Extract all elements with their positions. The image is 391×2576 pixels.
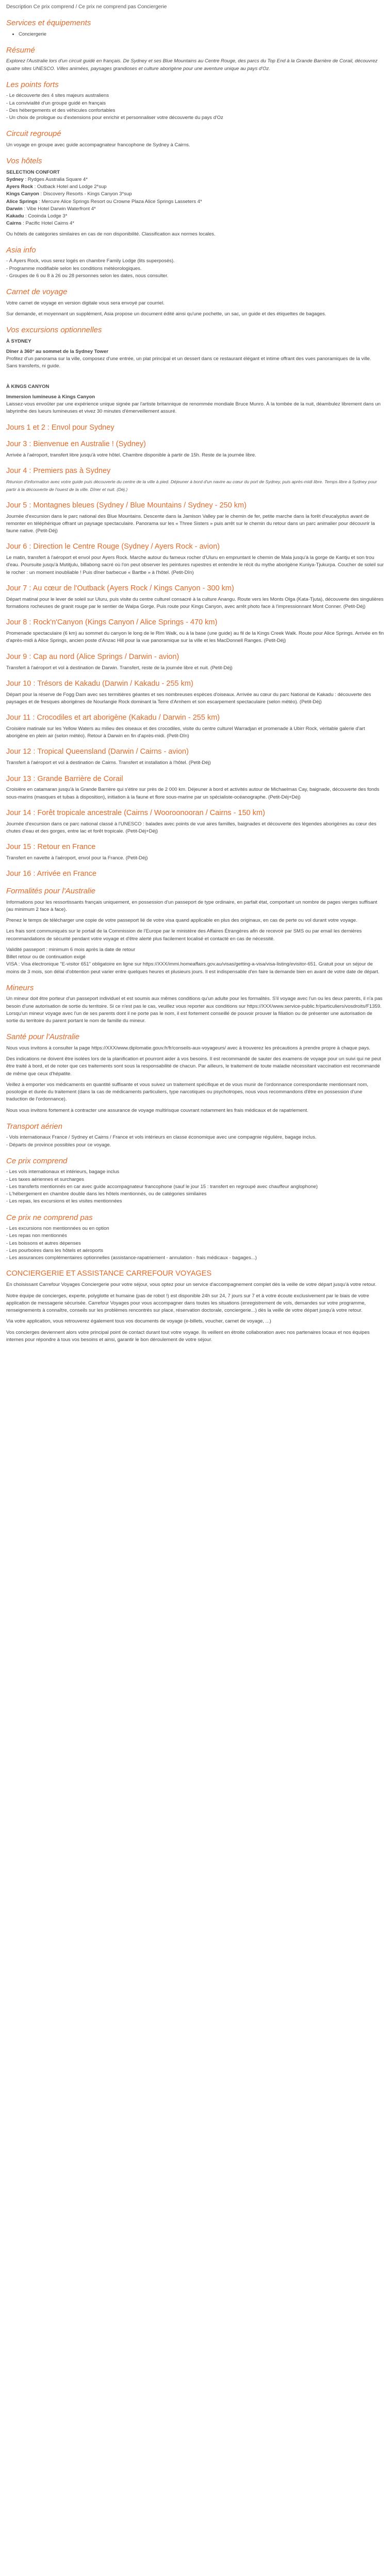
formalites-p5: Billet retour ou de continuation exigé (6, 954, 86, 960)
hotel-item: Kings Canyon : Discovery Resorts - Kings Canyon 3*sup (6, 191, 132, 197)
resume-title: Résumé (6, 45, 35, 55)
day-6-title: Jour 6 : Direction le Centre Rouge (Sydney / Ayers Rock - avion) (6, 543, 220, 551)
services-title: Services et équipements (6, 19, 91, 27)
hotel-item: Kakadu : Cooinda Lodge 3* (6, 213, 68, 219)
pasprix-item: - Les assurances complémentaires optionnelles (assistance-rapatriement - annulation - frais médicaux - bagages...) (6, 1255, 257, 1261)
pasprix-item: - Les pourboires dans les hôtels et aéroports (6, 1247, 103, 1253)
day-11-title: Jour 11 : Crocodiles et art aborigène (Kakadu / Darwin - 255 km) (6, 714, 220, 722)
carnet-text-1: Votre carnet de voyage en version digitale vous sera envoyé par courriel. (6, 300, 165, 306)
formalites-p3: Les frais sont communiqués sur le portail de la Commission de l'Europe par le ministère des Affaires Étrangères afin de recevoir par SMS ou par email les dernières recommandations de sécurité pendant votre voyage et d'être alerté plus facilement localisé et contacté en cas de nécessité. (6, 928, 362, 942)
day-15-title: Jour 15 : Retour en France (6, 843, 96, 852)
sante-p3: Veillez à emporter vos médicaments en quantité suffisante et vous suivez un traitement spécifique et de vous munir de l'ordonnance correspondante mentionnant nom, posologie et durée du traitement (dans la cas de médicaments particuliers, type narcotiques ou psychotropes, nous vous recommandons d'être en possession d'une traduction de l'ordonnance). (6, 1081, 368, 1103)
excursions-title: Vos excursions optionnelles (6, 326, 102, 334)
asia-title: Asia info (6, 245, 36, 255)
asia-item: - À Ayers Rock, vous serez logés en chambre Family Lodge (lits superposés). (6, 258, 175, 264)
day-14-title: Jour 14 : Forêt tropicale ancestrale (Cairns / Wooroonooran / Cairns - 150 km) (6, 808, 265, 817)
hotel-item: Ayers Rock : Outback Hotel and Lodge 2*sup (6, 184, 107, 190)
prix-item: - L'hébergement en chambre double dans les hôtels mentionnés, ou de catégories similaires (6, 1191, 207, 1197)
forts-list (6, 92, 385, 122)
day-1-title: Jours 1 et 2 : Envol pour Sydney (6, 423, 115, 432)
hotels-title: Vos hôtels (6, 157, 42, 165)
carnet-title: Carnet de voyage (6, 287, 68, 296)
pasprix-list (6, 1225, 385, 1262)
excursion-dinner-note: Sans transferts, ni guide. (6, 363, 61, 369)
prix-item: - Les repas, les excursions et les visites mentionnées (6, 1198, 122, 1205)
day-16-title: Jour 16 : Arrivée en France (6, 870, 96, 878)
hotel-item: Sydney : Rydges Australia Square 4* (6, 176, 88, 182)
excursion-kings-label: À KINGS CANYON (6, 383, 50, 389)
day-11-text: Croisière matinale sur les Yellow Waters au milieu des oiseaux et des crocodiles, visite du centre culturel Warradjan et promenade à Ubirr Rock, véritable galerie d'art aborigène en plein air (selon météo). Retour à Darwin en fin d'après-midi. (Petit-Dîn) (6, 725, 365, 739)
forts-item: - Un choix de prologue ou d'extensions pour enrichir et personnaliser votre découverte du pays d'Oz (6, 115, 223, 121)
forts-title: Les points forts (6, 80, 59, 89)
day-12-text: Transfert à l'aéroport et vol à destination de Cairns. Transfert et installation à l'hôtel. (Petit-Déj) (6, 760, 211, 766)
service-item: • Conciergerie (19, 31, 385, 38)
hotel-item: Alice Springs : Mercure Alice Springs Resort ou Crowne Plaza Alice Springs Lasseters 4* (6, 198, 202, 205)
day-3-text: Arrivée à l'aéroport, transfert libre jusqu'à votre hôtel. Chambre disponible à partir de 15h. Reste de la journée libre. (6, 452, 256, 459)
day-9-title: Jour 9 : Cap au nord (Alice Springs / Darwin - avion) (6, 652, 180, 661)
services-list (6, 31, 385, 38)
sante-p4: Nous vous invitons fortement à contracter une assurance de voyage multirisque couvrant notamment les frais médicaux et de rapatriement. (6, 1107, 308, 1113)
day-8-text: Promenade spectaculaire (6 km) au sommet du canyon le long de le Rim Walk, ou à la base (une guide) au fil de la Kings Creek Walk. Route pour Alice Springs. Arrivée en fin d'après-midi à Alice Springs, ancien poste d'Anzac Hill pour la vue panoramique sur la ville et les MacDonnell Ranges. (Petit-Déj) (6, 631, 384, 644)
sante-p2: Des indications ne doivent être isolées lors de la planification et pourront aider à vos besoins. Il est recommandé de sauter des examens de voyage pour un suivi qui ne peut être traité à bord, et de noter que ces traitements sont sous la responsabilité de chacun. Par ailleurs, le traitement de toute maladie nécessitant vaccination est recommandé de même que ceux d'hépatite. (6, 1056, 381, 1077)
excursion-dinner-text: Profitez d'un panorama sur la ville, composez d'une entrée, un plat principal et un dessert dans ce restaurant élégant et intime offrant des vues panoramiques de la ville. (6, 356, 371, 362)
transport-title: Transport aérien (6, 1122, 62, 1131)
excursion-sydney-label: À SYDNEY (6, 338, 31, 344)
day-4-text: Réunion d'information avec votre guide puis découverte du centre de la ville à pied. Déjeuner à bord d'un navire au cœur du port de Sydney, puis après-midi libre. Temps libre à Sydney pour partir à la découverte de l'ouest de la ville. Dîner et nuit. (Déj.) (6, 479, 377, 492)
conciergerie-p1: En choisissant Carrefour Voyages Conciergerie pour votre séjour, vous optez pour un service d'accompagnement complet dès la veille de votre départ jusqu'à votre retour. (6, 1282, 377, 1288)
formalites-p6: VISA : Visa électronique "E-visitor 651" obligatoire en ligne sur https://XXX/immi.homeaffairs.gov.au/visas/getting-a-visa/visa-listing/evisitor-651. Gratuit pour un séjour de moins de 3 mois, son délai d'obtention peut varier entre quelques heures et plusieurs jours. Il est indispensable d'en faire la demande bien en avant de votre date de départ. (6, 961, 380, 975)
pasprix-item: - Les excursions non mentionnées ou en option (6, 1226, 109, 1232)
conciergerie-p2: Notre équipe de concierges, experte, polyglotte et humaine (pas de robot !) est disponible 24h sur 24, 7 jours sur 7 et à votre écoute exclusivement par le biais de votre application de messagerie sécurisée. Carrefour Voyages pour vous accompagner dans toutes les situations (enregistrement de vols, demandes sur votre programme, renseignements à connaître, conseils sur les problèmes rencontrés sur place, réservation doctorale, conciergerie...) dès la veille de votre départ jusqu'à votre retour. (6, 1293, 369, 1313)
prix-item: - Les vols internationaux et intérieurs, bagage inclus (6, 1169, 120, 1175)
hotels-note: Ou hôtels de catégories similaires en cas de non disponibilité. Classification aux normes locales. (6, 231, 216, 237)
prix-list (6, 1168, 385, 1205)
day-15-text: Transfert en navette à l'aéroport, envol pour la France. (Petit-Déj) (6, 855, 148, 861)
carnet-text-2: Sur demande, et moyennant un supplément, Asia propose un document édité ainsi qu'une pochette, un sac, un guide et des étiquettes de bagages. (6, 311, 327, 317)
prix-item: - Les transferts mentionnés en car avec guide accompagnateur francophone (sauf le jour 15 : transfert en regroupé avec chauffeur anglophone) (6, 1183, 318, 1190)
mineurs-title: Mineurs (6, 983, 34, 992)
day-5-title: Jour 5 : Montagnes bleues (Sydney / Blue Mountains / Sydney - 250 km) (6, 501, 247, 510)
transport-item: - Départs de province possibles pour ce voyage. (6, 1142, 111, 1148)
transport-item: - Vols internationaux France / Sydney et Cairns / France et vols intérieurs en classe économique avec une compagnie régulière, bagage inclus. (6, 1134, 317, 1141)
circuit-text: Un voyage en groupe avec guide accompagnateur francophone de Sydney à Cairns. (6, 142, 190, 148)
day-10-title: Jour 10 : Trésors de Kakadu (Darwin / Kakadu - 255 km) (6, 679, 193, 688)
formalites-p4: Validité passeport : minimum 6 mois après la date de retour (6, 946, 136, 953)
conciergerie-title: CONCIERGERIE ET ASSISTANCE CARREFOUR VOYAGES (6, 1269, 212, 1278)
day-5-text: Journée d'excursion dans le parc national des Blue Mountains. Descente dans la Jamison Valley par le chemin de fer, petite marche dans la forêt d'eucalyptus avant de remonter en téléphérique offrant un paysage spectaculaire. Panorama sur les « Three Sisters » puis arrêt sur le chemin du retour dans un parc animalier pour découvrir la faune native. (Petit-Déj) (6, 513, 375, 534)
day-13-title: Jour 13 : Grande Barrière de Corail (6, 774, 123, 783)
day-7-text: Départ matinal pour le lever de soleil sur Uluru, puis visite du centre culturel consacré à la culture Anangu. Route vers les Monts Olga (Kata-Tjuta), découverte des singulières formations rocheuses de granit rouge par le sentier de Walpa Gorge. Puis route pour Kings Canyon, avec arrêt photo face à l'impressionnant Mont Conner. (Petit-Déj) (6, 596, 384, 610)
mineurs-text: Un mineur doit être porteur d'un passeport individuel et est soumis aux mêmes conditions qu'un adulte pour les formalités. S'il voyage avec l'un ou les deux parents, il n'a pas besoin d'une autorisation de sortie du territoire. Si ce n'est pas le cas, veuillez vous reporter aux conditions sur https://XXX/www.service-public.fr/particuliers/vosdroits/F1359. Lorsqu'un mineur voyage avec l'un de ses parents dont il ne porte pas le nom, il est fortement conseillé de pouvoir prouver la filiation ou de présenter une autorisation de sortie du territoire du parent portant le nom de famille du mineur. (6, 996, 383, 1024)
forts-item: - Des hébergements et des véhicules confortables (6, 107, 116, 113)
excursion-kings-text: Laissez-vous envoûter par une expérience unique signée par l'artiste britannique de renommée mondiale Bruce Munro. À la tombée de la nuit, déambulez librement dans un labyrinthe des lueurs lumineuses et vivez 30 minutes d'émerveillement assuré. (6, 401, 381, 415)
forts-item: - Le découverte des 4 sites majeurs australiens (6, 93, 109, 99)
excursion-dinner-title: Dîner à 360° au sommet de la Sydney Tower (6, 348, 108, 354)
sante-title: Santé pour l'Australie (6, 1032, 80, 1042)
breadcrumb: Description Ce prix comprend / Ce prix ne comprend pas Conciergerie (6, 4, 167, 10)
day-13-text: Croisière en catamaran jusqu'à la Grande Barrière qui s'étire sur près de 2 000 km. Déjeuner à bord et activités autour de Michaelmas Cay, baignade, découverte des fonds sous-marins (masques et tubas à disposition), initiation à la faune et flore sous-marine par un spécialiste-océanographe. (Petit-Déj+Déj) (6, 787, 380, 800)
day-4-title: Jour 4 : Premiers pas à Sydney (6, 467, 111, 476)
hotel-item: Cairns : Pacific Hotel Cairns 4* (6, 221, 75, 227)
day-3-title: Jour 3 : Bienvenue en Australie ! (Sydney) (6, 440, 146, 449)
sante-p1: Nous vous invitons à consulter la page https://XXX/www.diplomatie.gouv.fr/fr/conseils-aux-voyageurs/ avec à trouverez les précautions à prendre propre à chaque pays. (6, 1045, 370, 1051)
day-14-text: Journée d'excursion dans ce parc national classé à l'UNESCO : balades avec points de vue aires familles, baignades et découverte des légendes aborigènes au cœur des chutes d'eau et des gorges, entre lac et forêt tropicale. (Petit-Déj+Déj) (6, 821, 377, 834)
day-10-text: Départ pour la réserve de Fogg Dam avec ses termitières géantes et ses nombreuses espèces d'oiseaux. Arrivée au cœur du parc National de Kakadu : découverte des paysages et de fresques aborigènes de Nourlangie Rock dominant la Terre d'Arnhem et son escarpement spectaculaire (selon météo). (Petit-Déj) (6, 691, 371, 705)
hotel-item: Darwin : Vibe Hotel Darwin Waterfront 4* (6, 206, 96, 212)
conciergerie-p3: Via votre application, vous retrouverez également tous vos documents de voyage (e-billets, voucher, carnet de voyage, ...) (6, 1318, 271, 1325)
pasprix-item: - Les boissons et autres dépenses (6, 1240, 81, 1246)
day-8-title: Jour 8 : Rock'n'Canyon (Kings Canyon / Alice Springs - 470 km) (6, 618, 218, 627)
formalites-p1: Informations pour les ressortissants français uniquement, en possession d'un passeport de type ordinaire, en parfait état, comportant un nombre de pages vierges suffisant (au minimum 2 face à face). (6, 899, 378, 912)
day-12-title: Jour 12 : Tropical Queensland (Darwin / Cairns - avion) (6, 748, 189, 756)
circuit-title: Circuit regroupé (6, 129, 61, 139)
transport-list (6, 1134, 385, 1149)
excursion-kings-title: Immersion lumineuse à Kings Canyon (6, 394, 95, 400)
resume-text: Explorez l'Australie lors d'un circuit guidé en français. De Sydney et ses Blue Mountains au Centre Rouge, des parcs du Top End à la Grande Barrière de Corail, découvrez quatre sites UNESCO. Villes animées, paysages grandioses et culture aborigène pour une aventure unique au pays d'Oz. (6, 58, 378, 72)
hotels-list (6, 176, 385, 228)
day-9-text: Transfert à l'aéroport et vol à destination de Darwin. Transfert, reste de la journée libre et nuit. (Petit-Déj) (6, 665, 233, 671)
formalites-title: Formalités pour l'Australie (6, 887, 95, 896)
hotels-selection: SELECTION CONFORT (6, 169, 60, 175)
asia-item: - Programme modifiable selon les conditions météorologiques. (6, 265, 142, 272)
day-7-title: Jour 7 : Au cœur de l'Outback (Ayers Rock / Kings Canyon - 300 km) (6, 584, 234, 592)
asia-item: - Groupes de 6 ou 8 à 26 ou 28 personnes selon les dates, nous consulter. (6, 273, 169, 279)
prix-item: - Les taxes aériennes et surcharges (6, 1176, 85, 1182)
asia-list (6, 258, 385, 280)
prix-title: Ce prix comprend (6, 1156, 68, 1165)
forts-item: - La convivialité d'un groupe guidé en français (6, 100, 106, 106)
pasprix-item: - Les repas non mentionnés (6, 1233, 67, 1239)
conciergerie-p4: Vos concierges deviennent alors votre principal point de contact durant tout votre voyage. Ils veillent en étroite collaboration avec nos partenaires locaux et nos équipes internes pour répondre à tous vos besoins et ainsi, garantir le bon déroulement de votre séjour. (6, 1329, 370, 1343)
formalites-p2: Prenez le temps de télécharger une copie de votre passeport lié de votre visa quand applicable en plus des originaux, en cas de perte ou vol durant votre voyage. (6, 918, 357, 924)
day-6-text: Le matin, transfert à l'aéroport et envol pour Ayers Rock. Marche autour du fameux rocher d'Uluru en empruntant le chemin de Mala jusqu'à la gorge de Kantju et son trou d'eau. Poursuite jusqu'à Mutitjulu, billabong sacré où l'on peut observer les peintures rupestres et entendre le récit du mythe aborigène Kuniya-Tjukurpa. Coucher de soleil sur le rocher : un moment inoubliable ! Puis dîner barbecue « Bartbe » à l'hôtel. (Petit-Dîn) (6, 555, 384, 575)
pasprix-title: Ce prix ne comprend pas (6, 1213, 93, 1222)
